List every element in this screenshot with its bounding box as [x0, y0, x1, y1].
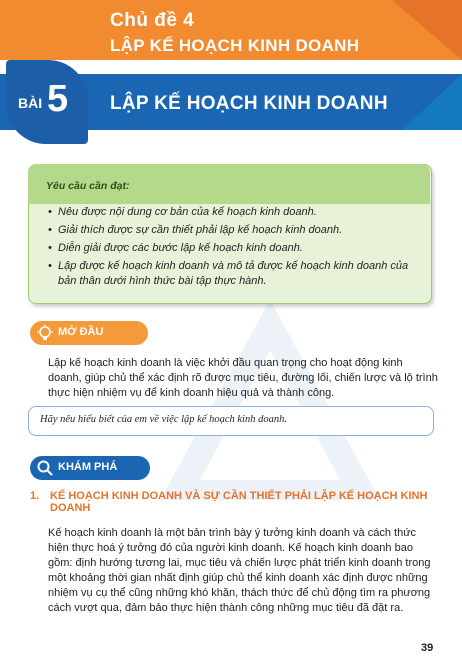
explore-paragraph: Kế hoạch kinh doanh là một bản trình bày ý tưởng kinh doanh và cách thức hiện thực hoá ý tưởng đó của người kinh doanh. Kế hoạch kinh doanh bao gồm: định hướng tương lai, mục tiêu và chiến lược phát triển kinh doanh trong một khoảng thời gian nhất định giúp chủ thể kinh doanh xác định được những nhiệm vụ cụ thể cũng những khó khăn, thách thức để chủ động tìm ra phương cách vượt qua, đảm bảo thực hiện thành công những mục tiêu đã đặt ra.	[48, 527, 431, 614]
lightbulb-icon	[36, 324, 54, 342]
page-number: 39	[421, 642, 434, 654]
magnifier-icon	[36, 459, 54, 477]
explore-label: KHÁM PHÁ	[58, 461, 118, 473]
requirements-list	[48, 205, 420, 292]
requirement-item: • Giải thích được sự cần thiết phải lập kế hoạch kinh doanh.	[48, 223, 420, 238]
requirements-title: Yêu cầu cần đạt:	[46, 180, 130, 192]
chapter-title: LẬP KẾ HOẠCH KINH DOANH	[110, 36, 360, 55]
requirement-item: • Diễn giải được các bước lập kế hoạch kinh doanh.	[48, 241, 420, 256]
intro-section-label	[30, 321, 148, 345]
lesson-title: LẬP KẾ HOẠCH KINH DOANH	[110, 93, 388, 114]
intro-paragraph: Lập kế hoạch kinh doanh là việc khởi đầu quan trọng cho hoạt động kinh doanh, giúp chủ thể xác định rõ được mục tiêu, đường lối, chiến lược và lộ trình thực hiện nhiệm vụ để kinh doanh hiệu quả và thành công.	[48, 357, 438, 399]
requirement-item: • Lập được kế hoạch kinh doanh và mô tả được kế hoạch kinh doanh của bản thân dưới hình thức bài tập thực hành.	[48, 259, 420, 289]
requirement-item: • Nêu được nội dung cơ bản của kế hoạch kinh doanh.	[48, 205, 420, 220]
chapter-label: Chủ đề 4	[110, 10, 195, 31]
question-text: Hãy nêu hiểu biết của em về việc lập kế hoạch kinh doanh.	[40, 414, 287, 425]
intro-label: MỞ ĐẦU	[58, 326, 104, 338]
lesson-number: 5	[47, 78, 69, 120]
explore-section-label	[30, 456, 150, 480]
section-heading: KẾ HOẠCH KINH DOANH VÀ SỰ CẦN THIẾT PHẢI LẬP KẾ HOẠCH KINH DOANH	[50, 490, 428, 514]
lesson-word: BÀI	[18, 95, 43, 111]
section-heading-number: 1.	[30, 490, 40, 502]
